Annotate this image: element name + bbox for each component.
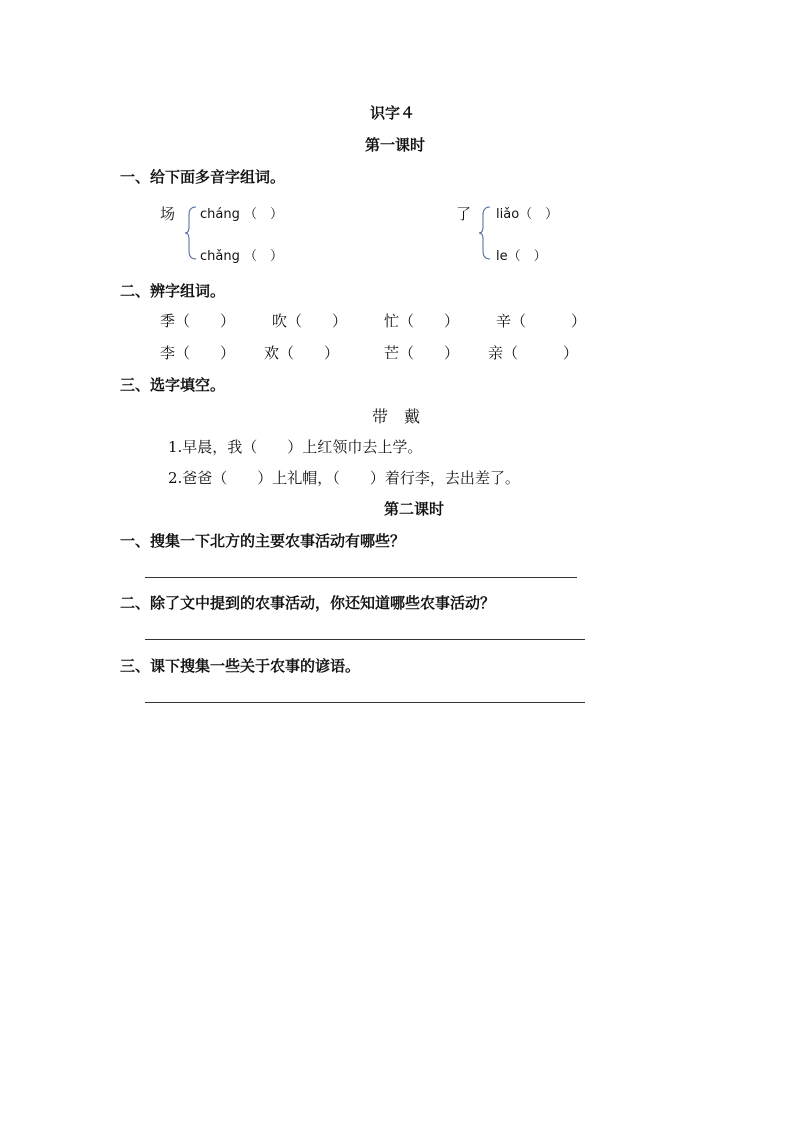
polyphone-char-chang: 场 bbox=[160, 205, 176, 223]
lesson2-q3-label: 三、课下搜集一些关于农事的谚语。 bbox=[120, 657, 361, 675]
pinyin-option: chǎng （ ） bbox=[200, 249, 283, 264]
word-blank: 季（ ） bbox=[160, 312, 236, 330]
answer-line[interactable] bbox=[145, 639, 585, 640]
lesson1-heading: 第一课时 bbox=[365, 136, 426, 154]
pinyin-option: le（ ） bbox=[496, 249, 547, 264]
answer-line[interactable] bbox=[145, 577, 577, 578]
sentence-2: 2.爸爸（ ）上礼帽，（ ）着行李，去出差了。 bbox=[168, 469, 520, 487]
bracket-icon bbox=[184, 205, 198, 261]
page-title: 识字４ bbox=[370, 104, 416, 122]
word-blank: 欢（ ） bbox=[264, 344, 340, 362]
lesson1-q3-label: 三、选字填空。 bbox=[120, 376, 226, 394]
sentence-1: 1.早晨，我（ ）上红领巾去上学。 bbox=[168, 438, 423, 456]
word-blank: 芒（ ） bbox=[384, 344, 460, 362]
lesson2-heading: 第二课时 bbox=[384, 500, 445, 518]
word-blank: 忙（ ） bbox=[384, 312, 460, 330]
word-blank: 辛（ ） bbox=[496, 312, 587, 330]
bracket-icon bbox=[478, 205, 492, 261]
polyphone-char-le: 了 bbox=[456, 205, 472, 223]
lesson1-q1-label: 一、给下面多音字组词。 bbox=[120, 168, 286, 186]
pinyin-option: cháng （ ） bbox=[200, 207, 283, 222]
answer-line[interactable] bbox=[145, 702, 585, 703]
word-blank: 亲（ ） bbox=[488, 344, 579, 362]
word-blank: 李（ ） bbox=[160, 344, 236, 362]
word-blank: 吹（ ） bbox=[272, 312, 348, 330]
pinyin-option: liǎo（ ） bbox=[496, 207, 559, 222]
lesson1-q2-label: 二、辨字组词。 bbox=[120, 282, 226, 300]
lesson2-q1-label: 一、搜集一下北方的主要农事活动有哪些？ bbox=[120, 532, 406, 550]
choice-options: 带 戴 bbox=[372, 407, 421, 426]
lesson2-q2-label: 二、除了文中提到的农事活动，你还知道哪些农事活动？ bbox=[120, 594, 496, 612]
